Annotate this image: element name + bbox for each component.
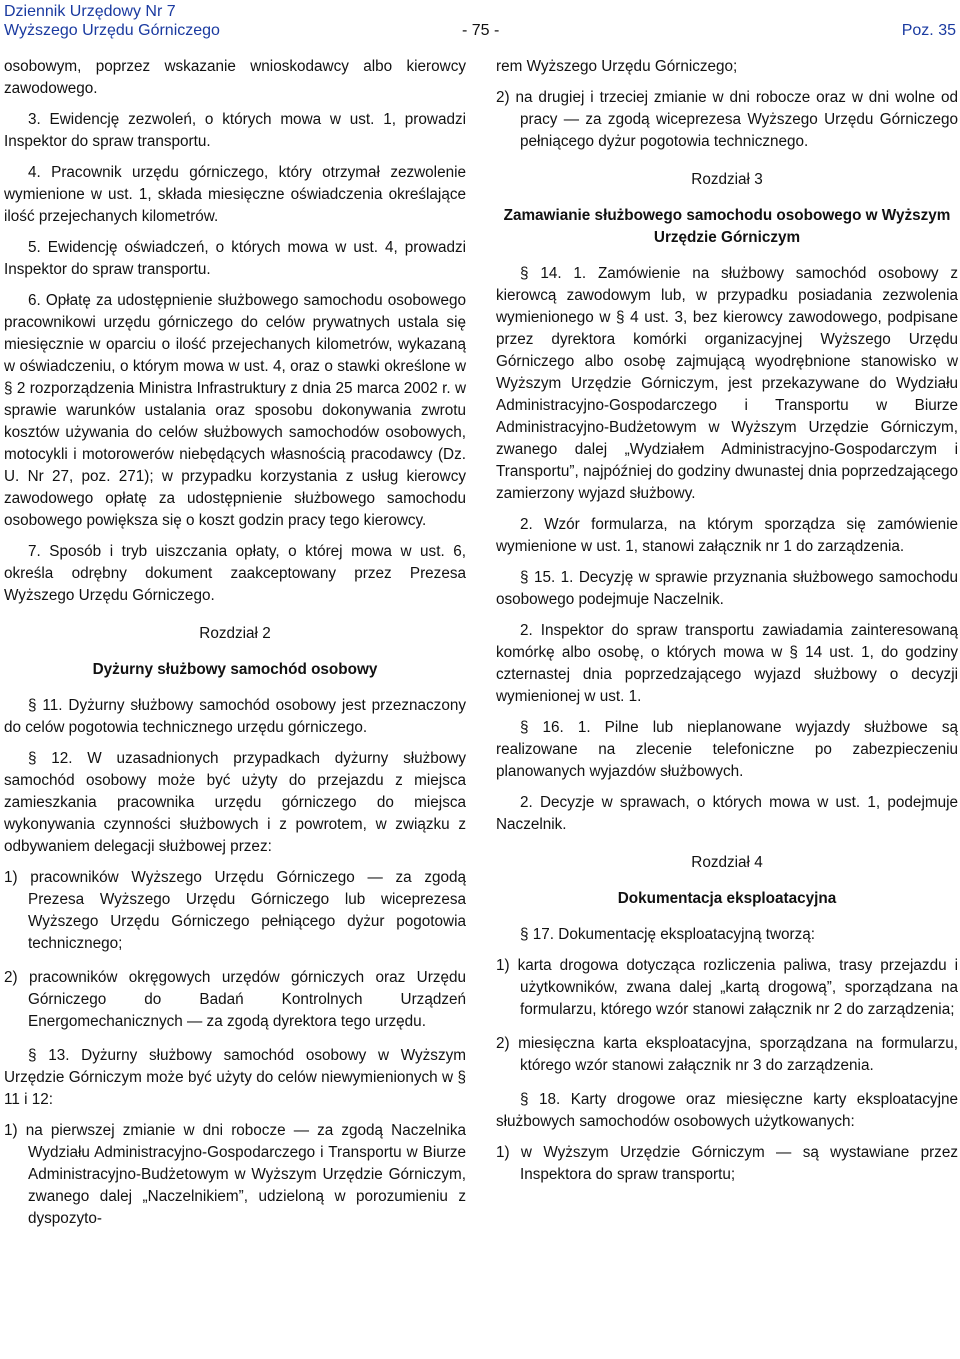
paragraph: 3. Ewidencję zezwoleń, o których mowa w ust. 1, prowadzi Inspektor do spraw transportu. — [4, 111, 466, 150]
chapter-heading: Rozdział 2 — [199, 625, 271, 642]
list-item: 1) pracowników Wyższego Urzędu Górniczego — za zgodą Prezesa Wyższego Urzędu Górniczego lub wiceprezesa Wyższego Urzędu Górniczego pełniącego dyżur pogotowia technicznego; — [4, 869, 466, 952]
chapter-title: Dokumentacja eksploatacyjna — [617, 890, 837, 907]
paragraph: rem Wyższego Urzędu Górniczego; — [496, 58, 738, 75]
page-number: - 75 - — [462, 22, 500, 39]
paragraph: 5. Ewidencję oświadczeń, o których mowa w ust. 4, prowadzi Inspektor do spraw transportu. — [4, 239, 466, 278]
paragraph: 2. Wzór formularza, na którym sporządza się zamówienie wymienione w ust. 1, stanowi załącznik nr 1 do zarządzenia. — [496, 516, 958, 555]
paragraph: § 16. 1. Pilne lub nieplanowane wyjazdy służbowe są realizowane na zlecenie telefoniczne po zabezpieczeniu planowanych wyjazdów służbowych. — [496, 719, 958, 780]
list-item: 1) w Wyższym Urzędzie Górniczym — są wystawiane przez Inspektora do spraw transportu; — [496, 1144, 958, 1183]
journal-issuer: Wyższego Urzędu Górniczego — [4, 22, 220, 39]
paragraph: § 11. Dyżurny służbowy samochód osobowy jest przeznaczony do celów pogotowia technicznego urzędu górniczego. — [4, 697, 466, 736]
paragraph: 2. Inspektor do spraw transportu zawiadamia zainteresowaną komórkę albo osobę, o których mowa w § 14 ust. 1, do godziny czternastej dnia poprzedzającego wyjazd służbowy o decyzji wymienionej w ust. 1. — [496, 622, 958, 705]
paragraph: osobowym, poprzez wskazanie wnioskodawcy albo kierowcy zawodowego. — [4, 58, 466, 97]
paragraph: § 12. W uzasadnionych przypadkach dyżurny służbowy samochód osobowy może być użyty do przejazdu z miejsca zamieszkania pracownika urzędu górniczego do miejsca wykonywania czynności służbowych i z powrotem, w związku z odbywaniem delegacji służbowej przez: — [4, 750, 466, 855]
paragraph: 6. Opłatę za udostępnienie służbowego samochodu osobowego pracownikowi urzędu górniczego do celów prywatnych ustala się miesięcznie w oparciu o ilość przejechanych kilometrów, wykazaną w oświadczeniu, o którym mowa w ust. 4, oraz o stawki określone w § 2 rozporządzenia Ministra Infrastruktury z dnia 25 marca 2002 r. w sprawie warunków ustalania oraz sposobu dokonywania zwrotu kosztów używania do celów służbowych samochodów osobowych, motocykli i motorowerów niebędących własnością pracodawcy (Dz. U. Nr 27, poz. 271); w przypadku korzystania z usług kierowcy zawodowego opłatę za udostępnienie służbowego samochodu osobowego powiększa się o koszt godzin pracy tego kierowcy. — [4, 292, 466, 529]
page-header — [4, 2, 956, 44]
paragraph: § 15. 1. Decyzję w sprawie przyznania służbowego samochodu osobowego podejmuje Naczelnik. — [496, 569, 958, 608]
list-item: 2) miesięczna karta eksploatacyjna, sporządzana na formularzu, którego wzór stanowi załącznik nr 3 do zarządzenia. — [496, 1035, 958, 1074]
paragraph: § 17. Dokumentację eksploatacyjną tworzą: — [520, 926, 816, 943]
list-item: 2) na drugiej i trzeciej zmianie w dni robocze oraz w dni wolne od pracy — za zgodą wiceprezesa Wyższego Urzędu Górniczego pełniącego dyżur pogotowia technicznego. — [496, 89, 958, 150]
position-number: Poz. 35 — [901, 22, 956, 39]
chapter-heading: Rozdział 4 — [691, 854, 763, 871]
chapter-title: Dyżurny służbowy samochód osobowy — [92, 661, 378, 678]
paragraph: 7. Sposób i tryb uiszczania opłaty, o której mowa w ust. 6, określa odrębny dokument zaakceptowany przez Prezesa Wyższego Urzędu Górniczego. — [4, 543, 466, 604]
chapter-heading: Rozdział 3 — [691, 171, 763, 188]
right-column — [496, 56, 958, 1198]
list-item: 1) na pierwszej zmianie w dni robocze — za zgodą Naczelnika Wydziału Administracyjno-Gospodarczego i Transportu w Biurze Administracyjno-Budżetowym w Wyższym Urzędzie Górniczym, zwanego dalej „Naczelnikiem”, udzieloną w porozumieniu z dyspozyto- — [4, 1122, 466, 1227]
paragraph: § 18. Karty drogowe oraz miesięczne karty eksploatacyjne służbowych samochodów osobowych użytkowanych: — [496, 1091, 958, 1130]
paragraph: § 13. Dyżurny służbowy samochód osobowy w Wyższym Urzędzie Górniczym może być użyty do celów niewymienionych w § 11 i 12: — [4, 1047, 466, 1108]
paragraph: 4. Pracownik urzędu górniczego, który otrzymał zezwolenie wymienione w ust. 1, składa miesięczne oświadczenia określające ilość przejechanych kilometrów. — [4, 164, 466, 225]
left-column — [4, 56, 466, 1242]
list-item: 2) pracowników okręgowych urzędów górniczych oraz Urzędu Górniczego do Badań Kontrolnych Urządzeń Energomechanicznych — za zgodą dyrektora tego urzędu. — [4, 969, 466, 1030]
paragraph: 2. Decyzje w sprawach, o których mowa w ust. 1, podejmuje Naczelnik. — [496, 794, 958, 833]
journal-title: Dziennik Urzędowy Nr 7 — [4, 3, 176, 20]
chapter-title: Zamawianie służbowego samochodu osobowego w Wyższym Urzędzie Górniczym — [503, 207, 951, 246]
paragraph: § 14. 1. Zamówienie na służbowy samochód osobowy z kierowcą zawodowym lub, w przypadku posiadania zezwolenia wymienionego w § 4 ust. 3, bez kierowcy zawodowego, podpisane przez dyrektora komórki organizacyjnej Wyższego Urzędu Górniczego albo osobę zajmującą wyodrębnione stanowisko w Wyższym Urzędzie Górniczym, jest przekazywane do Wydziału Administracyjno-Gospodarczego i Transportu w Biurze Administracyjno-Budżetowym w Wyższym Urzędzie Górniczym, zwanego dalej „Wydziałem Administracyjno-Gospodarczym i Transportu”, najpóźniej do godziny dwunastej dnia poprzedzającego zamierzony wyjazd służbowy. — [496, 265, 958, 502]
list-item: 1) karta drogowa dotycząca rozliczenia paliwa, trasy przejazdu i użytkowników, zwana dalej „kartą drogową”, sporządzana na formularzu, którego wzór stanowi załącznik nr 2 do zarządzenia; — [496, 957, 958, 1018]
